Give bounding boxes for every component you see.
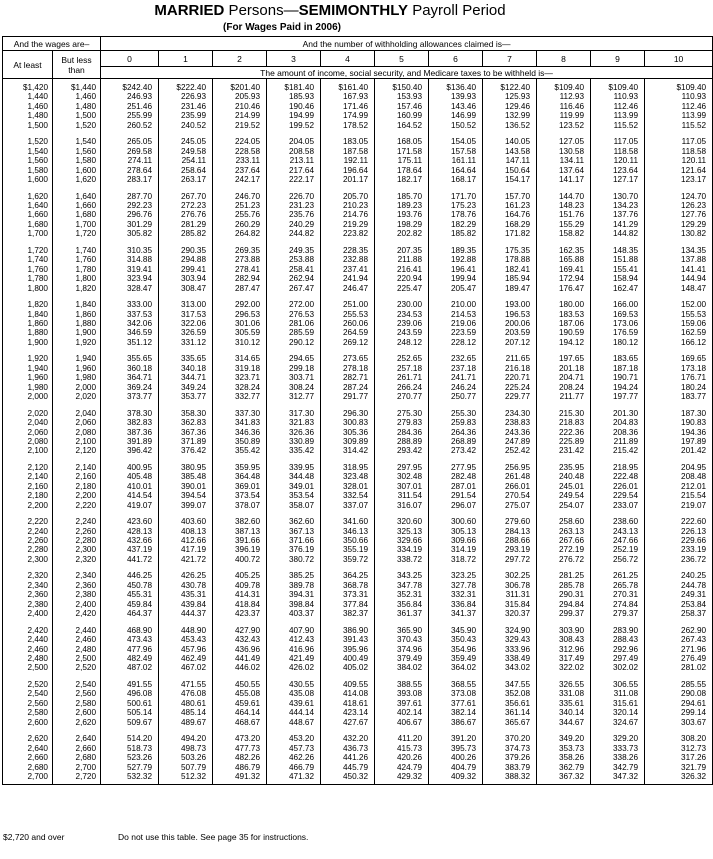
table-row bbox=[3, 242, 713, 296]
tax-amount-cell: 448.90 453.43 457.96 462.49 467.02 bbox=[159, 622, 213, 676]
at-least-cell: 2,220 2,240 2,260 2,280 2,300 bbox=[3, 513, 53, 567]
table-row bbox=[3, 730, 713, 785]
tax-amount-cell: 430.55 435.08 439.61 444.14 448.67 bbox=[267, 676, 321, 730]
allowance-col-header: 3 bbox=[267, 51, 321, 67]
tax-amount-cell: 427.90 432.43 436.96 441.49 446.02 bbox=[213, 622, 267, 676]
tax-amount-cell: 287.70 292.23 296.76 301.29 305.82 bbox=[101, 188, 159, 242]
tax-amount-cell: 226.70 231.23 235.76 240.29 244.82 bbox=[267, 188, 321, 242]
at-least-cell: 2,620 2,640 2,660 2,680 2,700 bbox=[3, 730, 53, 785]
tax-amount-cell: 468.90 473.43 477.96 482.49 487.02 bbox=[101, 622, 159, 676]
but-less-than-cell: 2,340 2,360 2,380 2,400 2,420 bbox=[53, 567, 101, 621]
tax-amount-cell: 117.05 118.58 120.11 123.64 127.17 bbox=[591, 133, 645, 187]
tax-amount-cell: 127.05 130.58 134.11 137.64 141.17 bbox=[537, 133, 591, 187]
tax-amount-cell: 494.20 498.73 503.26 507.79 512.32 bbox=[159, 730, 213, 785]
but-less-than-header: But less than bbox=[53, 51, 101, 79]
tax-amount-cell: 314.65 319.18 323.71 328.24 332.77 bbox=[213, 350, 267, 404]
tax-amount-cell: 201.30 204.83 208.36 211.89 215.42 bbox=[591, 405, 645, 459]
tax-amount-cell: $222.40 226.93 231.46 235.99 240.52 bbox=[159, 79, 213, 134]
tax-amount-cell: 152.00 155.53 159.06 162.59 166.12 bbox=[645, 296, 713, 350]
table-row bbox=[3, 79, 713, 134]
table-row bbox=[3, 676, 713, 730]
tax-amount-cell: 302.25 306.78 311.31 315.84 320.37 bbox=[483, 567, 537, 621]
tax-amount-cell: 313.00 317.53 322.06 326.59 331.12 bbox=[159, 296, 213, 350]
tax-amount-cell: 230.00 234.53 239.06 243.59 248.12 bbox=[375, 296, 429, 350]
tax-amount-cell: 269.35 273.88 278.41 282.94 287.47 bbox=[213, 242, 267, 296]
allowance-col-header: 5 bbox=[375, 51, 429, 67]
table-row bbox=[3, 133, 713, 187]
but-less-than-cell: 1,940 1,960 1,980 2,000 2,020 bbox=[53, 350, 101, 404]
tax-amount-cell: 234.30 238.83 243.36 247.89 252.42 bbox=[483, 405, 537, 459]
tax-amount-cell: 378.30 382.83 387.36 391.89 396.42 bbox=[101, 405, 159, 459]
tax-amount-cell: 130.70 134.23 137.76 141.29 144.82 bbox=[591, 188, 645, 242]
tax-amount-cell: 388.55 393.08 397.61 402.14 406.67 bbox=[375, 676, 429, 730]
tax-amount-cell: 204.95 208.48 212.01 215.54 219.07 bbox=[645, 459, 713, 513]
tax-amount-cell: 423.60 428.13 432.66 437.19 441.72 bbox=[101, 513, 159, 567]
tax-amount-cell: 134.35 137.88 141.41 144.94 148.47 bbox=[645, 242, 713, 296]
tax-amount-cell: 317.30 321.83 326.36 330.89 335.42 bbox=[267, 405, 321, 459]
allowance-col-header: 1 bbox=[159, 51, 213, 67]
tax-amount-cell: 320.60 325.13 329.66 334.19 338.72 bbox=[375, 513, 429, 567]
tax-amount-cell: 261.25 265.78 270.31 274.84 279.37 bbox=[591, 567, 645, 621]
tax-amount-cell: 386.90 391.43 395.96 400.49 405.02 bbox=[321, 622, 375, 676]
tax-amount-cell: 189.35 192.88 196.41 199.94 205.47 bbox=[429, 242, 483, 296]
over-label: $2,720 and over bbox=[3, 832, 65, 842]
table-row bbox=[3, 350, 713, 404]
tax-amount-cell: $122.40 125.93 129.46 132.99 136.52 bbox=[483, 79, 537, 134]
tax-amount-cell: 169.65 173.18 176.71 180.24 183.77 bbox=[645, 350, 713, 404]
allowance-col-header: 0 bbox=[101, 51, 159, 67]
tax-amount-cell: 275.30 279.83 284.36 288.89 293.42 bbox=[375, 405, 429, 459]
tax-amount-cell: 154.05 157.58 161.11 164.64 168.17 bbox=[429, 133, 483, 187]
tax-amount-cell: 347.55 352.08 356.61 361.14 365.67 bbox=[483, 676, 537, 730]
tax-amount-cell: 175.35 178.88 182.41 185.94 189.47 bbox=[483, 242, 537, 296]
tax-amount-cell: 272.00 276.53 281.06 285.59 290.12 bbox=[267, 296, 321, 350]
tax-amount-cell: 140.05 143.58 147.11 150.64 154.17 bbox=[483, 133, 537, 187]
tax-amount-cell: 473.20 477.73 482.26 486.79 491.32 bbox=[213, 730, 267, 785]
tax-amount-cell: 400.95 405.48 410.01 414.54 419.07 bbox=[101, 459, 159, 513]
tax-amount-cell: 303.90 308.43 312.96 317.49 322.02 bbox=[537, 622, 591, 676]
table-row bbox=[3, 188, 713, 242]
at-least-cell: 1,920 1,940 1,960 1,980 2,000 bbox=[3, 350, 53, 404]
allowance-col-header: 2 bbox=[213, 51, 267, 67]
tax-amount-cell: 409.55 414.08 418.61 423.14 427.67 bbox=[321, 676, 375, 730]
tax-amount-cell: 380.95 385.48 390.01 394.54 399.07 bbox=[159, 459, 213, 513]
tax-amount-cell: 232.65 237.18 241.71 246.24 250.77 bbox=[429, 350, 483, 404]
tax-amount-cell: 471.55 476.08 480.61 485.14 489.67 bbox=[159, 676, 213, 730]
tax-amount-cell: 285.55 290.08 294.61 299.14 303.67 bbox=[645, 676, 713, 730]
tax-amount-cell: 318.95 323.48 328.01 332.54 337.07 bbox=[321, 459, 375, 513]
but-less-than-cell: 2,540 2,560 2,580 2,600 2,620 bbox=[53, 676, 101, 730]
tax-amount-cell: 256.95 261.48 266.01 270.54 275.07 bbox=[483, 459, 537, 513]
tax-amount-cell: 162.35 165.88 169.41 172.94 176.47 bbox=[537, 242, 591, 296]
but-less-than-cell: 2,040 2,060 2,080 2,100 2,120 bbox=[53, 405, 101, 459]
tax-amount-cell: 368.55 373.08 377.61 382.14 386.67 bbox=[429, 676, 483, 730]
tax-amount-cell: 117.05 118.58 120.11 121.64 123.17 bbox=[645, 133, 713, 187]
tax-amount-cell: 411.20 415.73 420.26 424.79 429.32 bbox=[375, 730, 429, 785]
wages-header: And the wages are– bbox=[3, 37, 101, 51]
tax-amount-cell: 306.55 311.08 315.61 320.14 324.67 bbox=[591, 676, 645, 730]
at-least-header: At least bbox=[3, 51, 53, 79]
tax-amount-cell: 277.95 282.48 287.01 291.54 296.07 bbox=[429, 459, 483, 513]
amount-header: The amount of income, social security, and Medicare taxes to be withheld is— bbox=[101, 67, 713, 79]
table-row bbox=[3, 622, 713, 676]
at-least-cell: 1,520 1,540 1,560 1,580 1,600 bbox=[3, 133, 53, 187]
tax-amount-cell: 407.90 412.43 416.96 421.49 426.02 bbox=[267, 622, 321, 676]
tax-amount-cell: 294.65 299.18 303.71 308.24 312.77 bbox=[267, 350, 321, 404]
table-row bbox=[3, 513, 713, 567]
tax-amount-cell: 245.05 249.58 254.11 258.64 263.17 bbox=[159, 133, 213, 187]
tax-amount-cell: 308.20 312.73 317.26 321.79 326.32 bbox=[645, 730, 713, 785]
tax-amount-cell: 204.05 208.58 213.11 217.64 222.17 bbox=[267, 133, 321, 187]
tax-amount-cell: 405.25 409.78 414.31 418.84 423.37 bbox=[213, 567, 267, 621]
page-title: MARRIED Persons—SEMIMONTHLY Payroll Period bbox=[154, 2, 506, 19]
but-less-than-cell: 2,440 2,460 2,480 2,500 2,520 bbox=[53, 622, 101, 676]
tax-amount-cell: 292.00 296.53 301.06 305.59 310.12 bbox=[213, 296, 267, 350]
page-subtitle: (For Wages Paid in 2006) bbox=[223, 22, 341, 33]
tax-amount-cell: $109.40 110.93 112.46 113.99 115.52 bbox=[645, 79, 713, 134]
tax-amount-cell: 426.25 430.78 435.31 439.84 444.37 bbox=[159, 567, 213, 621]
tax-amount-cell: 514.20 518.73 523.26 527.79 532.32 bbox=[101, 730, 159, 785]
tax-amount-cell: 365.90 370.43 374.96 379.49 384.02 bbox=[375, 622, 429, 676]
at-least-cell: 1,720 1,740 1,760 1,780 1,800 bbox=[3, 242, 53, 296]
tax-amount-cell: 148.35 151.88 155.41 158.94 162.47 bbox=[591, 242, 645, 296]
tax-amount-cell: 267.70 272.23 276.76 281.29 285.82 bbox=[159, 188, 213, 242]
tax-amount-cell: 403.60 408.13 412.66 417.19 421.72 bbox=[159, 513, 213, 567]
tax-amount-cell: 235.95 240.48 245.01 249.54 254.07 bbox=[537, 459, 591, 513]
tax-amount-cell: 329.20 333.73 338.26 342.79 347.32 bbox=[591, 730, 645, 785]
allowance-col-header: 7 bbox=[483, 51, 537, 67]
tax-amount-cell: 345.90 350.43 354.96 359.49 364.02 bbox=[429, 622, 483, 676]
tax-amount-cell: 453.20 457.73 462.26 466.79 471.32 bbox=[267, 730, 321, 785]
tax-amount-cell: 339.95 344.48 349.01 353.54 358.07 bbox=[267, 459, 321, 513]
tax-amount-cell: $150.40 153.93 157.46 160.99 164.52 bbox=[375, 79, 429, 134]
tax-amount-cell: 171.70 175.23 178.76 182.29 185.82 bbox=[429, 188, 483, 242]
tax-amount-cell: 326.55 331.08 335.61 340.14 344.67 bbox=[537, 676, 591, 730]
tax-amount-cell: 432.20 436.73 441.26 445.79 450.32 bbox=[321, 730, 375, 785]
tax-amount-cell: 222.60 226.13 229.66 233.19 236.72 bbox=[645, 513, 713, 567]
at-least-cell: 2,520 2,540 2,560 2,580 2,600 bbox=[3, 676, 53, 730]
allowance-col-header: 10 bbox=[645, 51, 713, 67]
at-least-cell: 2,420 2,440 2,460 2,480 2,500 bbox=[3, 622, 53, 676]
tax-amount-cell: 358.30 362.83 367.36 371.89 376.42 bbox=[159, 405, 213, 459]
tax-amount-cell: 187.30 190.83 194.36 197.89 201.42 bbox=[645, 405, 713, 459]
tax-amount-cell: 273.65 278.18 282.71 287.24 291.77 bbox=[321, 350, 375, 404]
allowance-col-header: 6 bbox=[429, 51, 483, 67]
tax-amount-cell: 333.00 337.53 342.06 346.59 351.12 bbox=[101, 296, 159, 350]
tax-amount-cell: 283.90 288.43 292.96 297.49 302.02 bbox=[591, 622, 645, 676]
tax-amount-cell: $136.40 139.93 143.46 146.99 150.52 bbox=[429, 79, 483, 134]
tax-amount-cell: 343.25 347.78 352.31 356.84 361.37 bbox=[375, 567, 429, 621]
tax-amount-cell: 251.00 255.53 260.06 264.59 269.12 bbox=[321, 296, 375, 350]
withholding-table bbox=[2, 36, 713, 785]
tax-amount-cell: 324.90 329.43 333.96 338.49 343.02 bbox=[483, 622, 537, 676]
allowance-col-header: 4 bbox=[321, 51, 375, 67]
tax-amount-cell: 255.30 259.83 264.36 268.89 273.42 bbox=[429, 405, 483, 459]
but-less-than-cell: 2,240 2,260 2,280 2,300 2,320 bbox=[53, 513, 101, 567]
at-least-cell: 1,620 1,640 1,660 1,680 1,700 bbox=[3, 188, 53, 242]
allowance-col-header: 9 bbox=[591, 51, 645, 67]
tax-amount-cell: 144.70 148.23 151.76 155.29 158.82 bbox=[537, 188, 591, 242]
tax-amount-cell: $109.40 110.93 112.46 113.99 115.52 bbox=[591, 79, 645, 134]
table-row bbox=[3, 459, 713, 513]
but-less-than-cell: 2,640 2,660 2,680 2,700 2,720 bbox=[53, 730, 101, 785]
tax-amount-cell: 238.60 243.13 247.66 252.19 256.72 bbox=[591, 513, 645, 567]
tax-amount-cell: 446.25 450.78 455.31 459.84 464.37 bbox=[101, 567, 159, 621]
at-least-cell: 1,820 1,840 1,860 1,880 1,900 bbox=[3, 296, 53, 350]
but-less-than-cell: 1,540 1,560 1,580 1,600 1,620 bbox=[53, 133, 101, 187]
tax-amount-cell: 281.25 285.78 290.31 294.84 299.37 bbox=[537, 567, 591, 621]
tax-amount-cell: 337.30 341.83 346.36 350.89 355.42 bbox=[213, 405, 267, 459]
tax-amount-cell: 183.65 187.18 190.71 194.24 197.77 bbox=[591, 350, 645, 404]
tax-amount-cell: 215.30 218.83 222.36 225.89 231.42 bbox=[537, 405, 591, 459]
table-row bbox=[3, 405, 713, 459]
at-least-cell: 2,120 2,140 2,160 2,180 2,200 bbox=[3, 459, 53, 513]
tax-amount-cell: 197.65 201.18 204.71 208.24 211.77 bbox=[537, 350, 591, 404]
tax-amount-cell: 207.35 211.88 216.41 220.94 225.47 bbox=[375, 242, 429, 296]
tax-amount-cell: 249.35 253.88 258.41 262.94 267.47 bbox=[267, 242, 321, 296]
tax-amount-cell: 265.05 269.58 274.11 278.64 283.17 bbox=[101, 133, 159, 187]
tax-amount-cell: 258.60 263.13 267.66 272.19 276.72 bbox=[537, 513, 591, 567]
tax-amount-cell: 323.25 327.78 332.31 336.84 341.37 bbox=[429, 567, 483, 621]
tax-amount-cell: 364.25 368.78 373.31 377.84 382.37 bbox=[321, 567, 375, 621]
but-less-than-cell: $1,440 1,460 1,480 1,500 1,520 bbox=[53, 79, 101, 134]
tax-amount-cell: $109.40 112.93 116.46 119.99 123.52 bbox=[537, 79, 591, 134]
table-row bbox=[3, 567, 713, 621]
tax-amount-cell: 355.65 360.18 364.71 369.24 373.77 bbox=[101, 350, 159, 404]
table-body bbox=[3, 79, 713, 785]
at-least-cell: $1,420 1,440 1,460 1,480 1,500 bbox=[3, 79, 53, 134]
tax-amount-cell: 279.60 284.13 288.66 293.19 297.72 bbox=[483, 513, 537, 567]
tax-amount-cell: 246.70 251.23 255.76 260.29 264.82 bbox=[213, 188, 267, 242]
instructions-note: Do not use this table. See page 35 for instructions. bbox=[118, 832, 309, 842]
tax-amount-cell: 382.60 387.13 391.66 396.19 400.72 bbox=[213, 513, 267, 567]
allowances-header: And the number of withholding allowances claimed is— bbox=[101, 37, 713, 51]
tax-amount-cell: 228.35 232.88 237.41 241.94 246.47 bbox=[321, 242, 375, 296]
tax-amount-cell: 224.05 228.58 233.11 237.64 242.17 bbox=[213, 133, 267, 187]
tax-amount-cell: $181.40 185.93 190.46 194.99 199.52 bbox=[267, 79, 321, 134]
tax-amount-cell: 450.55 455.08 459.61 464.14 468.67 bbox=[213, 676, 267, 730]
footer-note bbox=[3, 832, 309, 842]
tax-amount-cell: 385.25 389.78 394.31 398.84 403.37 bbox=[267, 567, 321, 621]
tax-amount-cell: 185.70 189.23 193.76 198.29 202.82 bbox=[375, 188, 429, 242]
at-least-cell: 2,020 2,040 2,060 2,080 2,100 bbox=[3, 405, 53, 459]
tax-amount-cell: 205.70 210.23 214.76 219.29 223.82 bbox=[321, 188, 375, 242]
tax-amount-cell: 168.05 171.58 175.11 178.64 182.17 bbox=[375, 133, 429, 187]
tax-amount-cell: 349.20 353.73 358.26 362.79 367.32 bbox=[537, 730, 591, 785]
tax-amount-cell: 297.95 302.48 307.01 311.54 316.07 bbox=[375, 459, 429, 513]
tax-amount-cell: 157.70 161.23 164.76 168.29 171.82 bbox=[483, 188, 537, 242]
allowance-col-header: 8 bbox=[537, 51, 591, 67]
tax-amount-cell: 252.65 257.18 261.71 266.24 270.77 bbox=[375, 350, 429, 404]
at-least-cell: 2,320 2,340 2,360 2,380 2,400 bbox=[3, 567, 53, 621]
tax-amount-cell: $161.40 167.93 171.46 174.99 178.52 bbox=[321, 79, 375, 134]
tax-amount-cell: 180.00 183.53 187.06 190.59 194.12 bbox=[537, 296, 591, 350]
tax-amount-cell: 391.20 395.73 400.26 404.79 409.32 bbox=[429, 730, 483, 785]
but-less-than-cell: 1,840 1,860 1,880 1,900 1,920 bbox=[53, 296, 101, 350]
tax-amount-cell: 183.05 187.58 192.11 196.64 201.17 bbox=[321, 133, 375, 187]
tax-amount-cell: 300.60 305.13 309.66 314.19 318.72 bbox=[429, 513, 483, 567]
tax-amount-cell: 218.95 222.48 226.01 229.54 233.07 bbox=[591, 459, 645, 513]
tax-amount-cell: 262.90 267.43 271.96 276.49 281.02 bbox=[645, 622, 713, 676]
but-less-than-cell: 1,740 1,760 1,780 1,800 1,820 bbox=[53, 242, 101, 296]
tax-amount-cell: 359.95 364.48 369.01 373.54 378.07 bbox=[213, 459, 267, 513]
tax-amount-cell: 166.00 169.53 173.06 176.59 180.12 bbox=[591, 296, 645, 350]
tax-amount-cell: 193.00 196.53 200.06 203.59 207.12 bbox=[483, 296, 537, 350]
tax-amount-cell: 310.35 314.88 319.41 323.94 328.47 bbox=[101, 242, 159, 296]
tax-amount-cell: 296.30 300.83 305.36 309.89 314.42 bbox=[321, 405, 375, 459]
tax-amount-cell: $201.40 205.93 210.46 214.99 219.52 bbox=[213, 79, 267, 134]
but-less-than-cell: 1,640 1,660 1,680 1,700 1,720 bbox=[53, 188, 101, 242]
tax-amount-cell: 211.65 216.18 220.71 225.24 229.77 bbox=[483, 350, 537, 404]
tax-amount-cell: 491.55 496.08 500.61 505.14 509.67 bbox=[101, 676, 159, 730]
tax-amount-cell: 290.35 294.88 299.41 303.94 308.47 bbox=[159, 242, 213, 296]
tax-amount-cell: $242.40 246.93 251.46 255.99 260.52 bbox=[101, 79, 159, 134]
tax-amount-cell: 335.65 340.18 344.71 349.24 353.77 bbox=[159, 350, 213, 404]
tax-amount-cell: 362.60 367.13 371.66 376.19 380.72 bbox=[267, 513, 321, 567]
table-row bbox=[3, 296, 713, 350]
tax-amount-cell: 240.25 244.78 249.31 253.84 258.37 bbox=[645, 567, 713, 621]
tax-amount-cell: 210.00 214.53 219.06 223.59 228.12 bbox=[429, 296, 483, 350]
tax-amount-cell: 124.70 126.23 127.76 129.29 130.82 bbox=[645, 188, 713, 242]
but-less-than-cell: 2,140 2,160 2,180 2,200 2,220 bbox=[53, 459, 101, 513]
tax-amount-cell: 341.60 346.13 350.66 355.19 359.72 bbox=[321, 513, 375, 567]
tax-amount-cell: 370.20 374.73 379.26 383.79 388.32 bbox=[483, 730, 537, 785]
